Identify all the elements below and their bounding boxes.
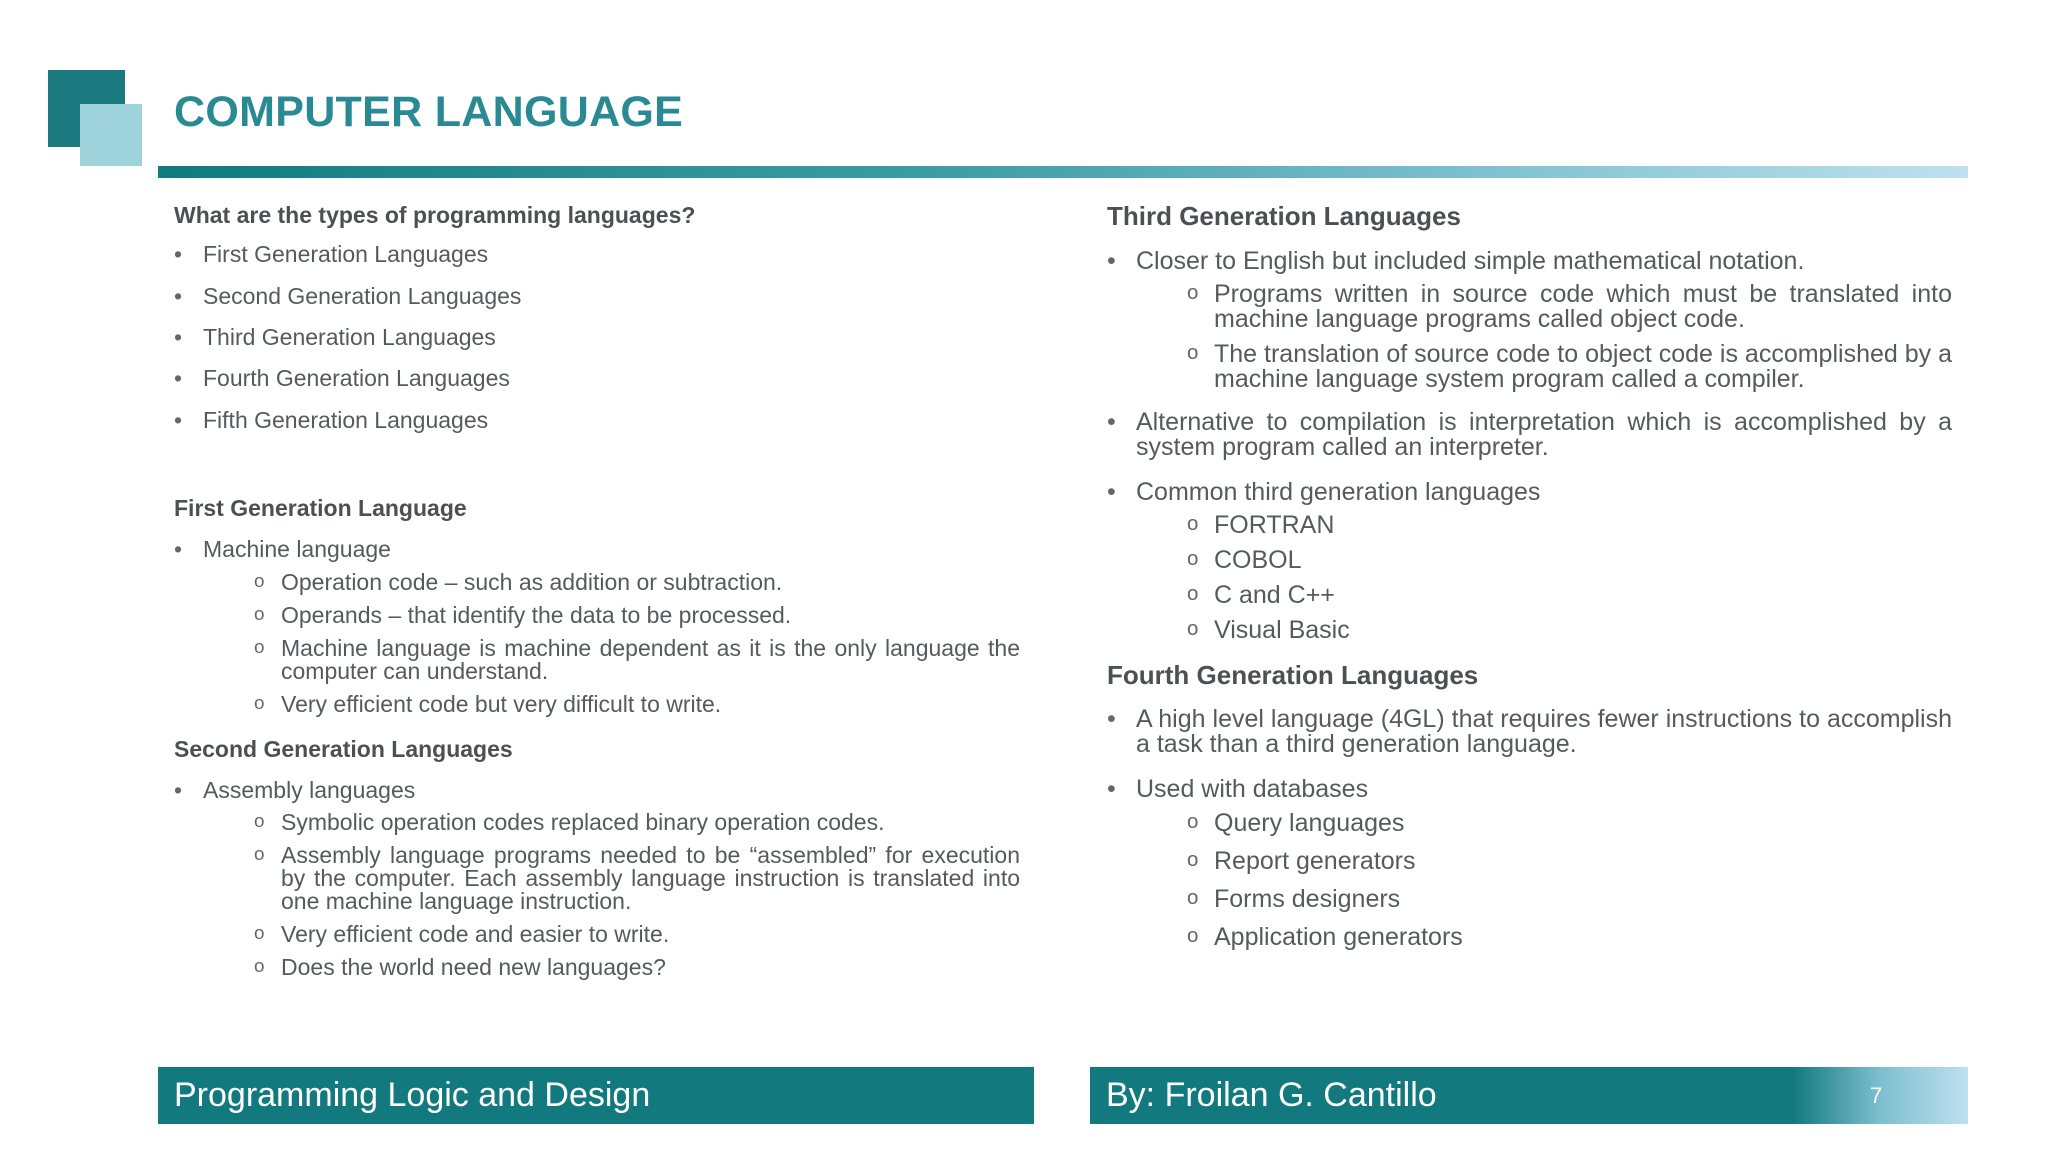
first-gen-sublist [174,568,1020,717]
logo-square-light [80,104,142,166]
sub-list-item: o Machine language is machine dependent as it is the only language the computer can understand. [252,637,1020,683]
sub-list-item: o Does the world need new languages? [252,956,1020,979]
sub-list-item: o COBOL [1185,548,1952,573]
list-item: • Second Generation Languages [174,284,1020,309]
list-item: • Common third generation languages [1107,479,1952,507]
second-gen-heading: Second Generation Languages [174,735,513,762]
types-list [174,242,1020,432]
list-item: • Fifth Generation Languages [174,408,1020,433]
third-gen-heading: Third Generation Languages [1107,201,1461,231]
slide-title: COMPUTER LANGUAGE [174,88,684,136]
sub-list-item: o FORTRAN [1185,513,1952,538]
fourth-gen-heading: Fourth Generation Languages [1107,659,1479,690]
sub-list-item: o Query languages [1185,811,1952,836]
fourth-gen-list [1107,704,1952,804]
sub-list-item: o Programs written in source code which must be translated into machine language programs called object code. [1185,282,1952,332]
first-gen-list [174,537,1020,562]
sub-list-item: o Operands – that identify the data to be processed. [252,604,1020,627]
list-item: • Fourth Generation Languages [174,366,1020,391]
sub-list-item: o Very efficient code but very difficult to write. [252,693,1020,716]
sub-list-item: o C and C++ [1185,583,1952,608]
left-column [174,202,1020,979]
types-heading: What are the types of programming languages? [174,202,696,228]
sub-list-item: o Application generators [1185,925,1952,950]
sub-list-item: o Assembly language programs needed to be “assembled” for execution by the computer. Each assembly language instruction is translated into one machine language instruction. [252,844,1020,913]
footer-course-title: Programming Logic and Design [158,1067,1034,1124]
second-gen-sublist [174,811,1020,979]
page-number: 7 [1870,1083,1883,1108]
first-gen-heading: First Generation Language [174,494,467,521]
second-gen-list [174,778,1020,803]
third-gen-list-2 [1107,410,1952,507]
sub-list-item: o Very efficient code and easier to write. [252,923,1020,946]
third-gen-sublist-1 [1107,282,1952,392]
sub-list-item: o Symbolic operation codes replaced binary operation codes. [252,811,1020,834]
list-item: • Closer to English but included simple mathematical notation. [1107,248,1952,276]
fourth-gen-sublist [1107,811,1952,950]
title-underline-gradient [158,166,1968,178]
list-item: • Machine language [174,537,1020,562]
sub-list-item: o Forms designers [1185,887,1952,912]
sub-list-item: o Report generators [1185,849,1952,874]
right-column [1107,202,1952,950]
sub-list-item: o Visual Basic [1185,618,1952,643]
list-item: • A high level language (4GL) that requires fewer instructions to accomplish a task than a third generation language. [1107,707,1952,757]
third-gen-list [1107,248,1952,276]
list-item: • Assembly languages [174,778,1020,803]
list-item: • Third Generation Languages [174,325,1020,350]
third-gen-sublist-2 [1107,510,1952,644]
footer-author: By: Froilan G. Cantillo [1090,1067,1968,1124]
list-item: • Used with databases [1107,776,1952,804]
sub-list-item: o The translation of source code to object code is accomplished by a machine language system program called a compiler. [1185,342,1952,392]
sub-list-item: o Operation code – such as addition or subtraction. [252,571,1020,594]
list-item: • First Generation Languages [174,242,1020,267]
list-item: • Alternative to compilation is interpretation which is accomplished by a system program called an interpreter. [1107,410,1952,460]
